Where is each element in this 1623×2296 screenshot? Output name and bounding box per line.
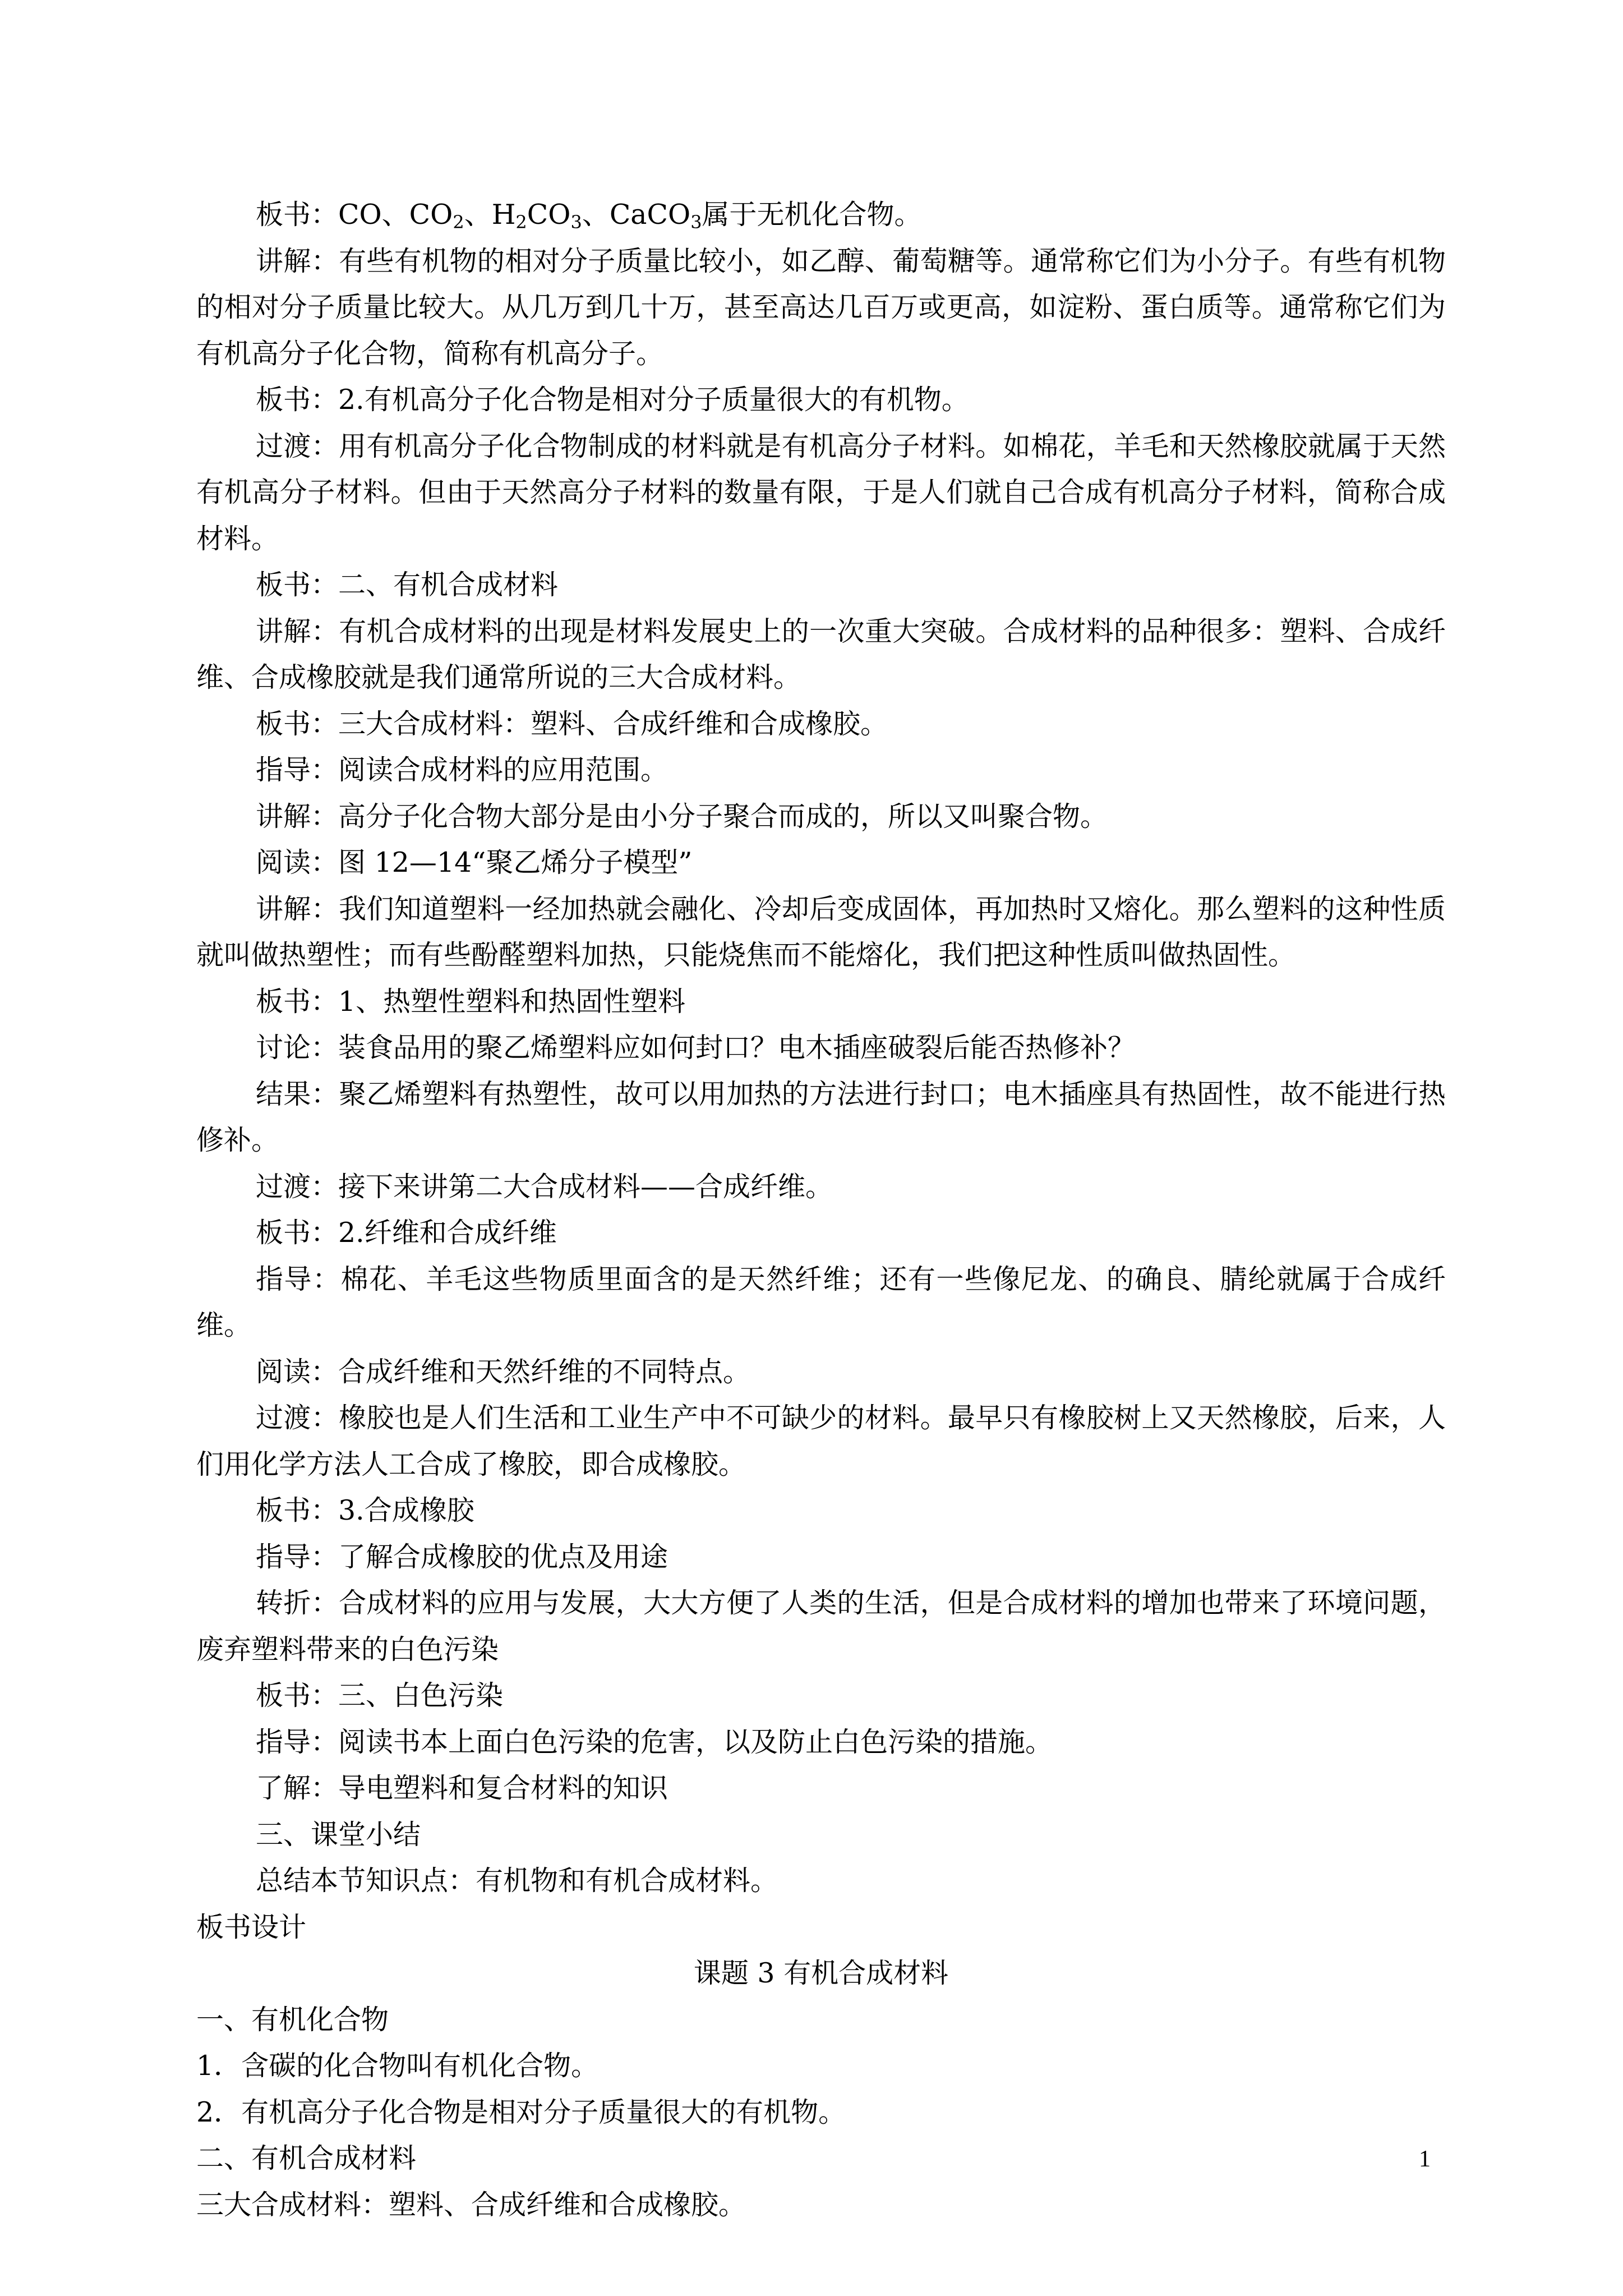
paragraph-discussion: 讨论：装食品用的聚乙烯塑料应如何封口？电木插座破裂后能否热修补？ — [256, 1032, 1136, 1064]
document-body — [196, 192, 1446, 2228]
paragraph-board-fibers: 板书：2.纤维和合成纤维 — [256, 1217, 557, 1249]
board-design-item: 1．含碳的化合物叫有机化合物。 — [196, 2050, 599, 2082]
paragraph-board-white-pollution: 板书：三、白色污染 — [256, 1680, 504, 1711]
text-segment: 板书：CO、CO — [256, 199, 453, 231]
paragraph-explain-thermoplastic: 讲解：我们知道塑料一经加热就会融化、冷却后变成固体，再加热时又熔化。那么塑料的这种性质就叫做热塑性；而有些酚醛塑料加热，只能烧焦而不能熔化，我们把这种性质叫做热固性。 — [196, 892, 1446, 971]
subscript: 2 — [453, 211, 464, 233]
subscript: 3 — [690, 211, 702, 233]
paragraph-guide-fibers: 指导：棉花、羊毛这些物质里面含的是天然纤维；还有一些像尼龙、的确良、腈纶就属于合成纤维。 — [196, 1263, 1446, 1341]
paragraph-explain-molecules: 讲解：有些有机物的相对分子质量比较小，如乙醇、葡萄糖等。通常称它们为小分子。有些有机物的相对分子质量比较大。从几万到几十万，甚至高达几百万或更高，如淀粉、蛋白质等。通常称它们为有机高分子化合物，简称有机高分子。 — [196, 245, 1446, 370]
paragraph-summary: 总结本节知识点：有机物和有机合成材料。 — [256, 1865, 778, 1897]
paragraph-explain-synthetic: 讲解：有机合成材料的出现是材料发展史上的一次重大突破。合成材料的品种很多：塑料、合成纤维、合成橡胶就是我们通常所说的三大合成材料。 — [196, 615, 1446, 693]
board-design-item: 二、有机合成材料 — [196, 2142, 417, 2174]
text-segment: 、CaCO — [582, 199, 691, 231]
paragraph-transition-materials: 过渡：用有机高分子化合物制成的材料就是有机高分子材料。如棉花，羊毛和天然橡胶就属于天然有机高分子材料。但由于天然高分子材料的数量有限，于是人们就自己合成有机高分子材料，简称合成材料。 — [196, 430, 1446, 555]
paragraph-board-plastics: 板书：1、热塑性塑料和热固性塑料 — [256, 985, 686, 1018]
board-design-item: 一、有机化合物 — [196, 2003, 389, 2036]
paragraph-board-synthetic: 板书：二、有机合成材料 — [256, 569, 559, 601]
board-design-item: 2．有机高分子化合物是相对分子质量很大的有机物。 — [196, 2096, 846, 2128]
paragraph-turning-point: 转折：合成材料的应用与发展，大大方便了人类的生活，但是合成材料的增加也带来了环境问题，废弃塑料带来的白色污染 — [196, 1587, 1446, 1665]
paragraph-explain-polymers: 讲解：高分子化合物大部分是由小分子聚合而成的，所以又叫聚合物。 — [256, 800, 1108, 832]
paragraph-understand: 了解：导电塑料和复合材料的知识 — [256, 1772, 668, 1804]
subscript: 3 — [570, 211, 582, 233]
subscript: 2 — [515, 211, 527, 233]
paragraph-board-polymer: 板书：2.有机高分子化合物是相对分子质量很大的有机物。 — [256, 384, 969, 416]
paragraph-read-fibers: 阅读：合成纤维和天然纤维的不同特点。 — [256, 1355, 751, 1388]
board-design-title: 课题 3 有机合成材料 — [693, 1957, 949, 1989]
paragraph-result: 结果：聚乙烯塑料有热塑性，故可以用加热的方法进行封口；电木插座具有热固性，故不能进行热修补。 — [196, 1078, 1446, 1156]
paragraph-board-inorganic — [196, 192, 1446, 238]
board-design-heading: 板书设计 — [196, 1911, 307, 1943]
text-segment: 属于无机化合物。 — [702, 199, 922, 231]
paragraph-transition-fibers: 过渡：接下来讲第二大合成材料——合成纤维。 — [256, 1170, 833, 1203]
text-segment: 、H — [464, 199, 516, 231]
paragraph-transition-rubber: 过渡：橡胶也是人们生活和工业生产中不可缺少的材料。最早只有橡胶树上又天然橡胶，后来，人们用化学方法人工合成了橡胶，即合成橡胶。 — [196, 1402, 1446, 1480]
text-segment: CO — [527, 199, 571, 231]
paragraph-summary-heading: 三、课堂小结 — [256, 1818, 421, 1851]
paragraph-board-rubber: 板书：3.合成橡胶 — [256, 1494, 474, 1526]
page-number: 1 — [1419, 2146, 1431, 2172]
board-design-item: 三大合成材料：塑料、合成纤维和合成橡胶。 — [196, 2188, 746, 2221]
paragraph-board-three-materials: 板书：三大合成材料：塑料、合成纤维和合成橡胶。 — [256, 707, 888, 740]
paragraph-guide-applications: 指导：阅读合成材料的应用范围。 — [256, 754, 668, 786]
paragraph-guide-pollution: 指导：阅读书本上面白色污染的危害，以及防止白色污染的措施。 — [256, 1726, 1053, 1758]
paragraph-read-figure: 阅读：图 12—14“聚乙烯分子模型” — [256, 846, 693, 878]
paragraph-guide-rubber: 指导：了解合成橡胶的优点及用途 — [256, 1540, 668, 1573]
